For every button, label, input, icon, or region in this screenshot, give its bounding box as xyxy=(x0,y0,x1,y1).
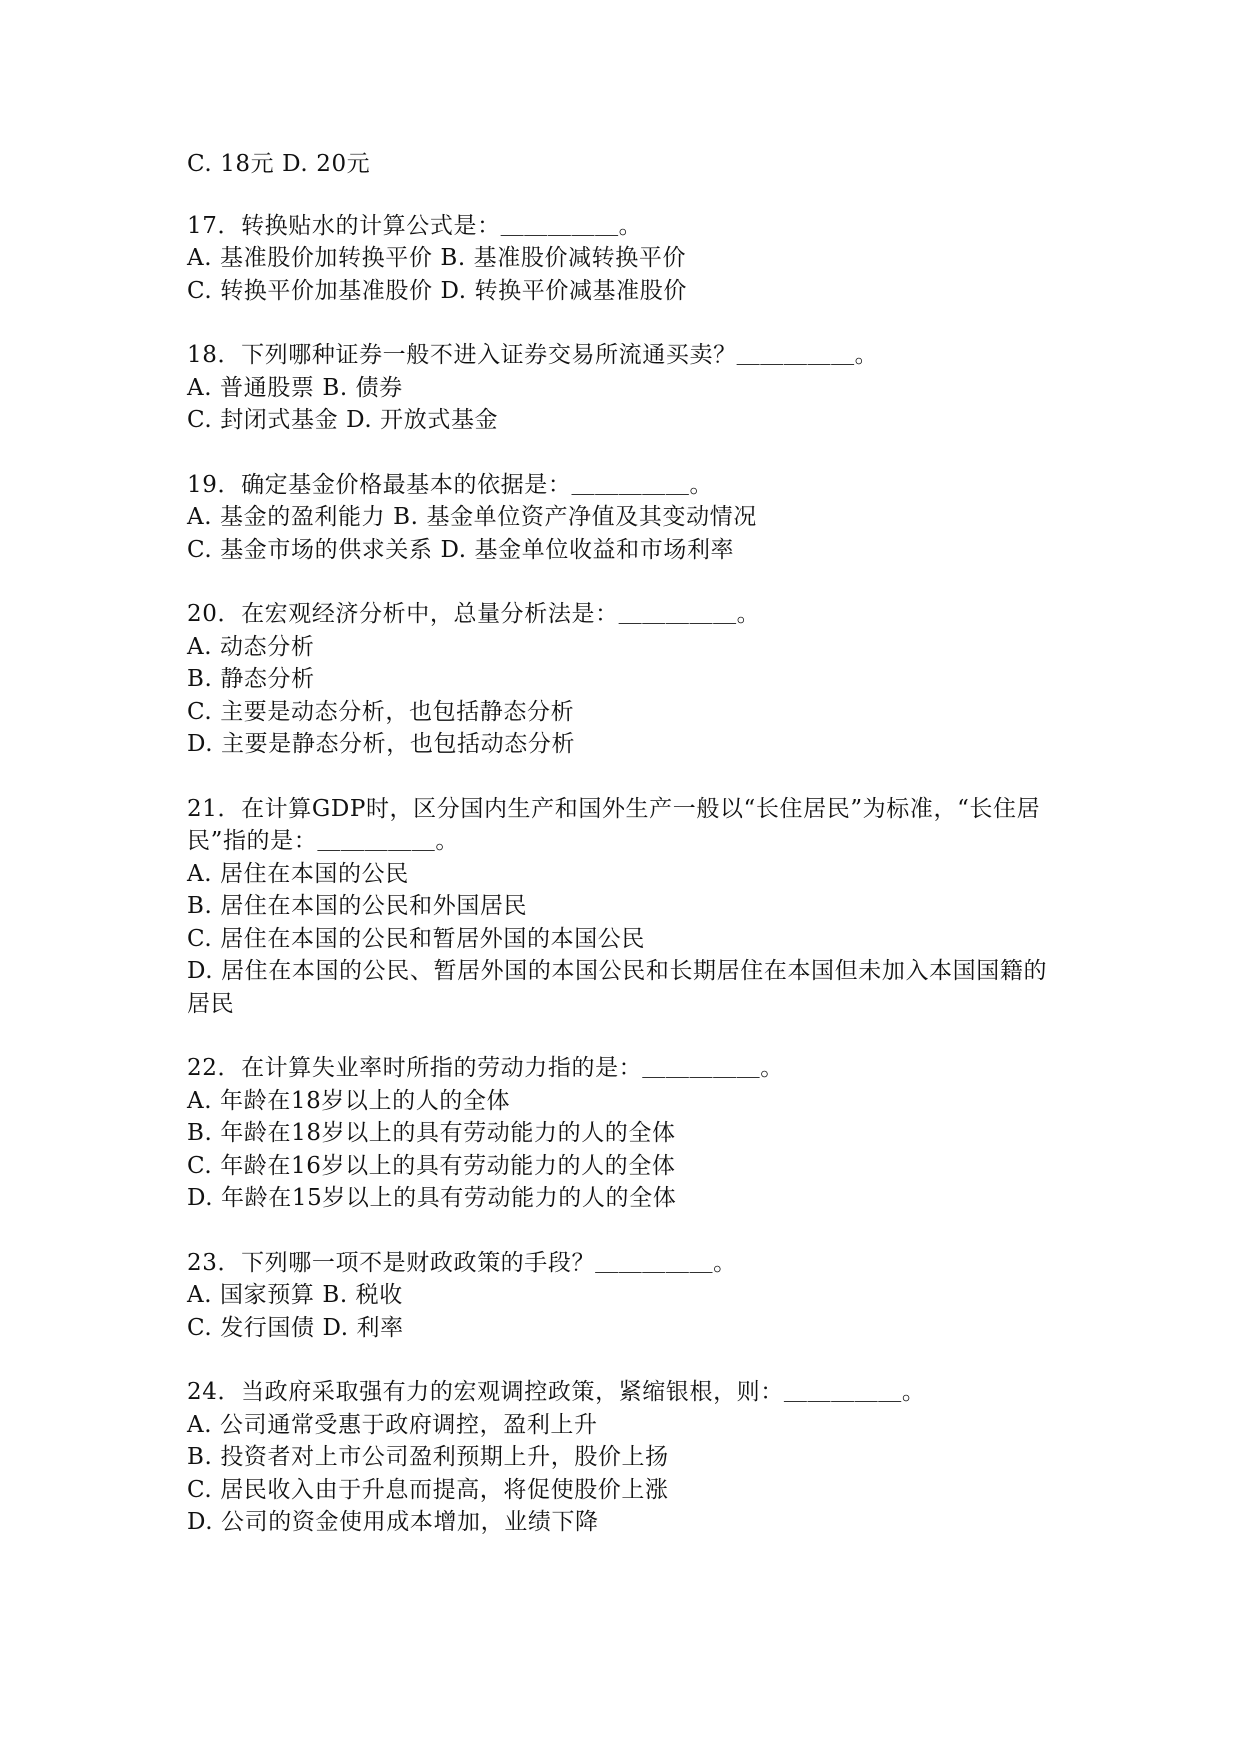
question-stem: 20．在宏观经济分析中，总量分析法是：＿＿＿＿＿。 xyxy=(187,601,761,627)
question-17 xyxy=(187,210,1067,308)
option-line: C. 居住在本国的公民和暂居外国的本国公民 xyxy=(187,925,646,952)
option-line: C. 主要是动态分析，也包括静态分析 xyxy=(187,698,575,725)
question-22 xyxy=(187,1052,1067,1215)
option-line: A. 动态分析 xyxy=(187,633,315,660)
question-20 xyxy=(187,598,1067,761)
question-18 xyxy=(187,339,1067,437)
option-line: A. 公司通常受惠于政府调控，盈利上升 xyxy=(187,1411,598,1438)
option-line: A. 年龄在18岁以上的人的全体 xyxy=(187,1087,511,1114)
question-21 xyxy=(187,793,1067,1021)
question-19 xyxy=(187,469,1067,567)
question-stem: 21．在计算GDP时，区分国内生产和国外生产一般以“长住居民”为标准，“长住居民”指的是：＿＿＿＿＿。 xyxy=(187,795,1041,854)
option-line: A. 国家预算 B. 税收 xyxy=(187,1282,403,1308)
option-line: B. 居住在本国的公民和外国居民 xyxy=(187,893,528,919)
option-line: D. 公司的资金使用成本增加，业绩下降 xyxy=(187,1509,599,1535)
option-line: A. 基金的盈利能力 B. 基金单位资产净值及其变动情况 xyxy=(187,504,757,530)
option-line: A. 普通股票 B. 债券 xyxy=(187,374,403,401)
option-line: C. 发行国债 D. 利率 xyxy=(187,1314,404,1341)
option-line: C. 年龄在16岁以上的具有劳动能力的人的全体 xyxy=(187,1152,676,1179)
option-line: C. 居民收入由于升息而提高，将促使股价上涨 xyxy=(187,1476,669,1503)
question-23 xyxy=(187,1247,1067,1345)
option-line: C. 转换平价加基准股价 D. 转换平价减基准股价 xyxy=(187,277,687,304)
document-page xyxy=(187,148,1067,1539)
option-line: A. 基准股价加转换平价 B. 基准股价减转换平价 xyxy=(187,245,687,271)
question-24 xyxy=(187,1376,1067,1539)
option-line: A. 居住在本国的公民 xyxy=(187,860,409,887)
question-stem: 18．下列哪种证券一般不进入证券交易所流通买卖？＿＿＿＿＿。 xyxy=(187,342,879,368)
question-stem: 19．确定基金价格最基本的依据是：＿＿＿＿＿。 xyxy=(187,471,714,498)
option-line: B. 静态分析 xyxy=(187,666,315,692)
question-stem: 23．下列哪一项不是财政政策的手段？＿＿＿＿＿。 xyxy=(187,1249,737,1276)
option-line: C. 基金市场的供求关系 D. 基金单位收益和市场利率 xyxy=(187,536,735,563)
question-stem: 17．转换贴水的计算公式是：＿＿＿＿＿。 xyxy=(187,212,643,239)
option-line: C. 封闭式基金 D. 开放式基金 xyxy=(187,407,499,433)
option-line: C. 18元 D. 20元 xyxy=(187,151,371,177)
option-line: D. 居住在本国的公民、暂居外国的本国公民和长期居住在本国但未加入本国国籍的居民 xyxy=(187,958,1048,1017)
option-line: B. 年龄在18岁以上的具有劳动能力的人的全体 xyxy=(187,1120,676,1146)
question-stem: 22．在计算失业率时所指的劳动力指的是：＿＿＿＿＿。 xyxy=(187,1055,784,1081)
option-line: B. 投资者对上市公司盈利预期上升，股价上扬 xyxy=(187,1444,669,1470)
option-line: D. 主要是静态分析，也包括动态分析 xyxy=(187,731,576,757)
question-stem: 24．当政府采取强有力的宏观调控政策，紧缩银根，则：＿＿＿＿＿。 xyxy=(187,1379,926,1405)
carryover-options xyxy=(187,148,1067,181)
option-line: D. 年龄在15岁以上的具有劳动能力的人的全体 xyxy=(187,1185,677,1211)
